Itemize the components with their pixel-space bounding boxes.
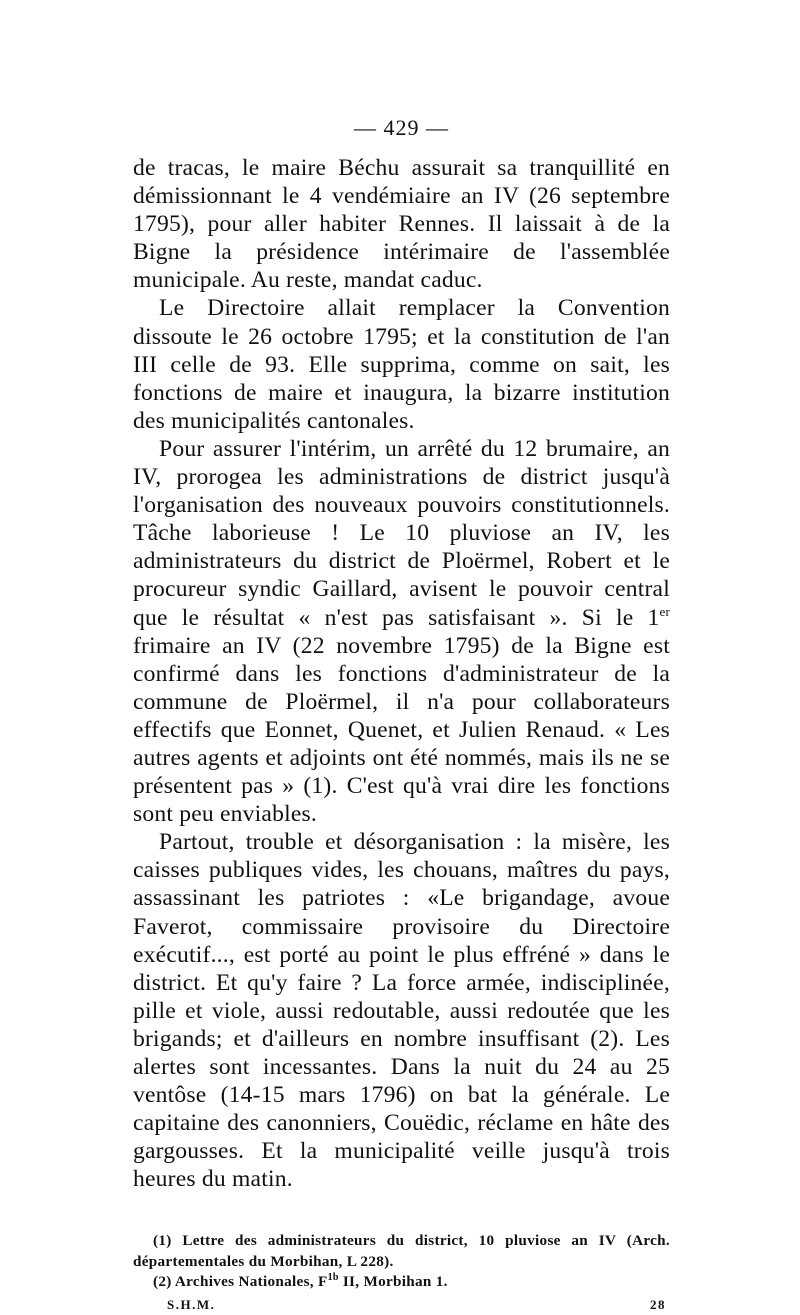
footnote-2 [133,1272,670,1293]
footnotes [133,1231,670,1315]
signature-mark: S.H.M. [167,1296,216,1312]
paragraph-3 [133,435,670,828]
body-text [133,154,670,1193]
paragraph-3-rest: frimaire an IV (22 novembre 1795) de la Bigne est confirmé dans les fonctions d'administrateur de la commune de Ploërmel, il n'a pour collaborateurs effectifs que Eonnet, Quenet, et Julien Renaud. « Les autres agents et adjoints ont été nommés, mais ils ne se présentent pas » (1). C'est qu'à vrai dire les fonctions sont peu enviables. [133,632,670,828]
signature-number: 28 [650,1296,666,1312]
paragraph-1: de tracas, le maire Béchu assurait sa tranquillité en démissionnant le 4 vendémiaire an IV (26 septembre 1795), pour aller habiter Rennes. Il laissait à de la Bigne la présidence intérimaire de l'assemblée municipale. Au reste, mandat caduc. [133,155,670,294]
footnote-2-superscript: 1b [327,1272,339,1284]
page [133,108,670,1315]
page-number: — 429 — [354,115,449,140]
ordinal-superscript: er [659,603,670,619]
paragraph-4: Partout, trouble et désorganisation : la misère, les caisses publiques vides, les chouans, maîtres du pays, assassinant les patriotes : «Le brigandage, avoue Faverot, commissaire provisoire du Directoire exécutif..., est porté au point le plus effréné » dans le district. Et qu'y faire ? La force armée, indisciplinée, pille et viole, aussi redoutable, aussi redoutée que les brigands; et d'ailleurs en nombre insuffisant (2). Les alertes sont incessantes. Dans la nuit du 24 au 25 ventôse (14-15 mars 1796) on bat la générale. Le capitaine des canonniers, Couëdic, réclame en hâte des gargousses. Et la municipalité veille jusqu'à trois heures du matin. [133,829,670,1193]
footnote-2-text: (2) Archives Nationales, F [153,1273,328,1291]
footnote-2-rest: II, Morbihan 1. [338,1273,448,1291]
footnote-1: (1) Lettre des administrateurs du district, 10 pluviose an IV (Arch. départementales du Morbihan, L 228). [133,1232,670,1270]
paragraph-3-ordinal: 1 [647,604,660,631]
signature-line [133,1295,670,1315]
paragraph-3-text: Pour assurer l'intérim, un arrêté du 12 brumaire, an IV, prorogea les administrations de district jusqu'à l'organisation des nouveaux pouvoirs constitutionnels. Tâche laborieuse ! Le 10 pluviose an IV, les administrateurs du district de Ploërmel, Robert et le procureur syndic Gaillard, avisent le pouvoir central que le résultat « n'est pas satisfaisant ». Si le [133,435,670,631]
paragraph-2: Le Directoire allait remplacer la Convention dissoute le 26 octobre 1795; et la constitution de l'an III celle de 93. Elle supprima, comme on sait, les fonctions de maire et inaugura, la bizarre institution des municipalités cantonales. [133,295,670,434]
